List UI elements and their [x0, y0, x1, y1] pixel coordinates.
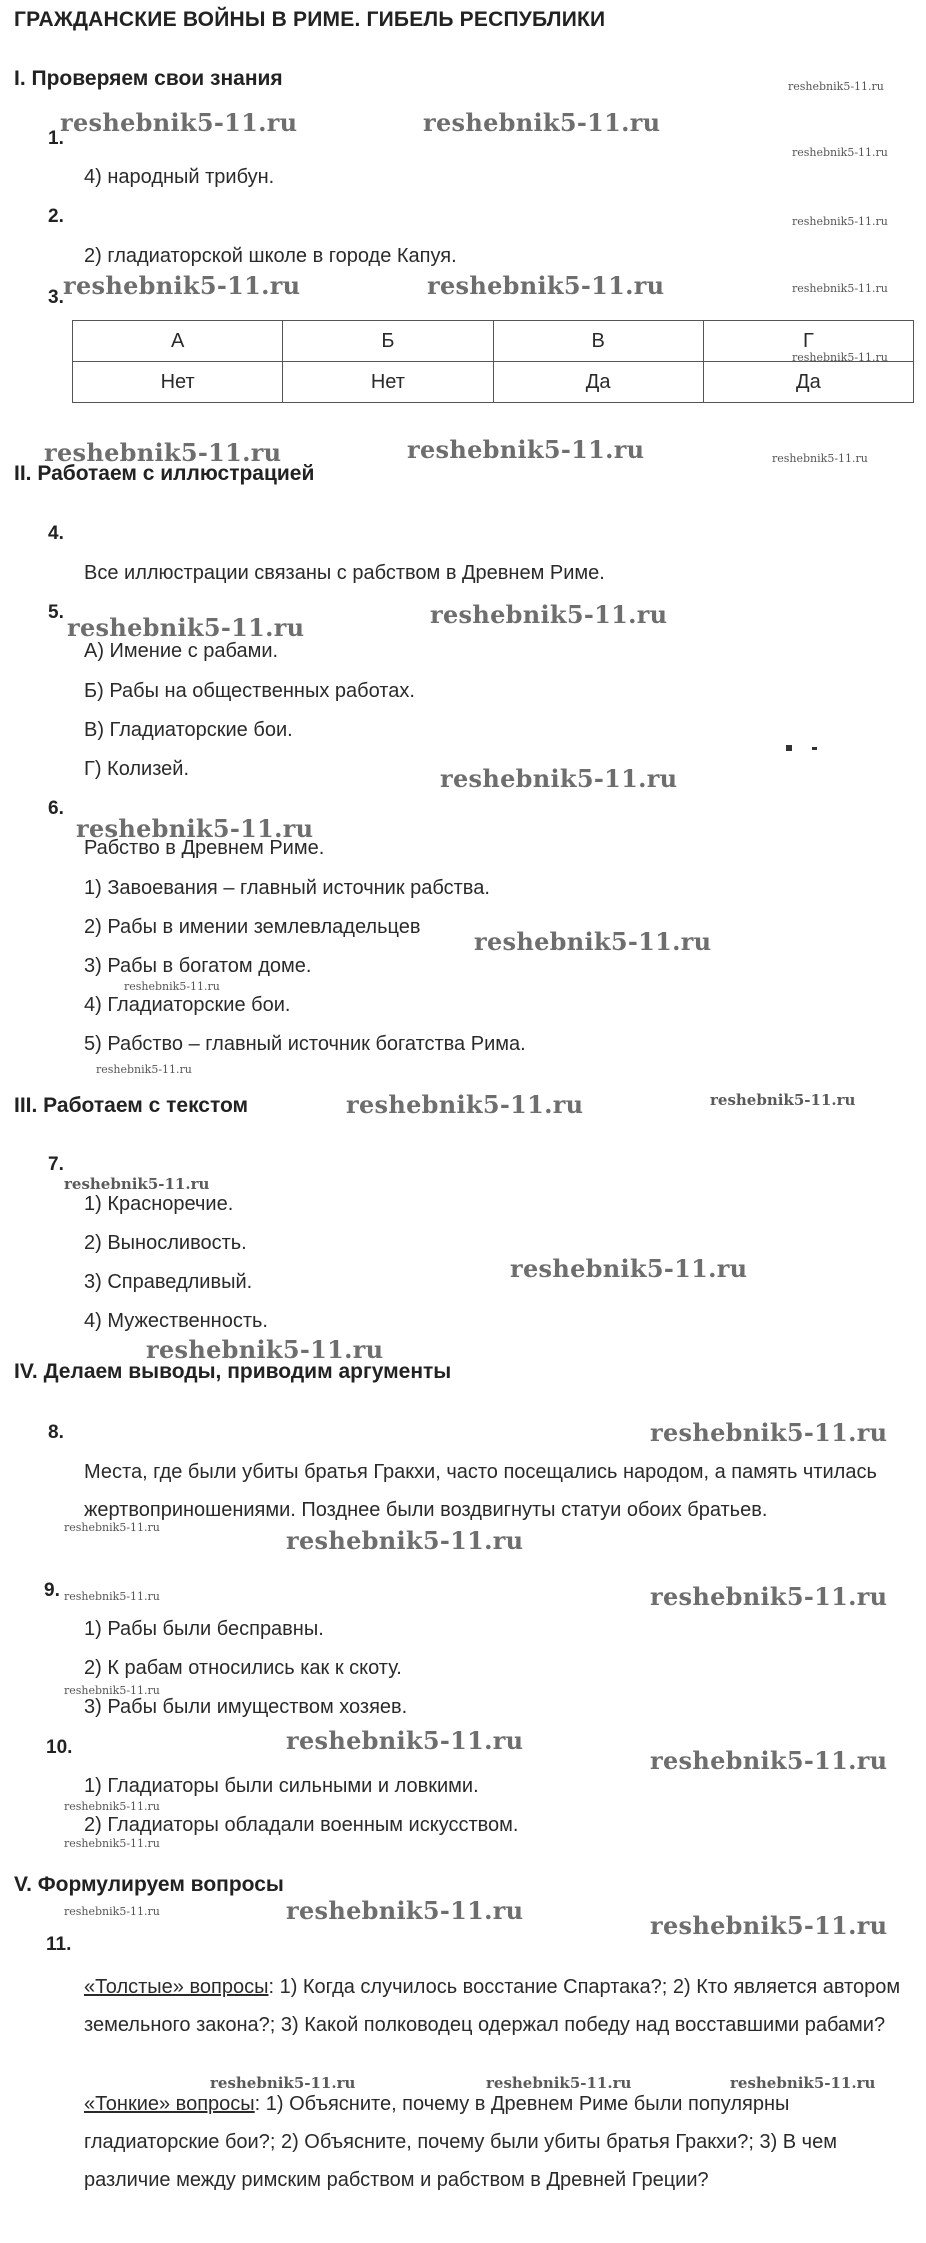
watermark-logo: reshebnik5-11.ru: [792, 146, 888, 159]
list-item: А) Имение с рабами.: [84, 640, 279, 662]
list-item: 1) Рабы были бесправны.: [84, 1618, 324, 1640]
watermark-logo: reshebnik5-11.ru: [124, 980, 220, 993]
list-item: 2) Гладиаторы обладали военным искусством.: [84, 1814, 519, 1836]
list-item: 1) Гладиаторы были сильными и ловкими.: [84, 1775, 479, 1797]
question-number-11: 11.: [46, 1934, 72, 1955]
question-number-2: 2.: [48, 206, 64, 227]
list-item: 3) Рабы в богатом доме.: [84, 955, 312, 977]
answer-1: 4) народный трибун.: [84, 166, 275, 188]
section-heading-5: V. Формулируем вопросы: [14, 1873, 284, 1896]
list-item: Г) Колизей.: [84, 758, 190, 780]
watermark-logo: reshebnik5-11.ru: [486, 2074, 632, 2092]
table-header-cell: Б: [283, 321, 493, 362]
table-cell: Нет: [283, 362, 493, 403]
list-item: 2) Выносливость.: [84, 1232, 247, 1254]
watermark-logo: reshebnik5-11.ru: [146, 1335, 384, 1364]
watermark-logo: reshebnik5-11.ru: [423, 108, 661, 137]
question-number-4: 4.: [48, 523, 64, 544]
answer-11-thin: [84, 2085, 914, 2199]
watermark-logo: reshebnik5-11.ru: [96, 1063, 192, 1076]
watermark-logo: reshebnik5-11.ru: [67, 613, 305, 642]
list-item: 5) Рабство – главный источник богатства Рима.: [84, 1033, 526, 1055]
watermark-logo: reshebnik5-11.ru: [650, 1418, 888, 1447]
thin-questions-label: «Тонкие» вопросы: [84, 2093, 255, 2115]
stray-mark: [812, 747, 817, 750]
watermark-logo: reshebnik5-11.ru: [60, 108, 298, 137]
question-number-6: 6.: [48, 798, 64, 819]
question-number-5: 5.: [48, 602, 64, 623]
question-number-3: 3.: [48, 287, 64, 308]
list-item: 4) Мужественность.: [84, 1310, 268, 1332]
page-title: ГРАЖДАНСКИЕ ВОЙНЫ В РИМЕ. ГИБЕЛЬ РЕСПУБЛИКИ: [14, 8, 606, 31]
question-number-10: 10.: [46, 1737, 73, 1758]
watermark-logo: reshebnik5-11.ru: [346, 1090, 584, 1119]
answer-table: [72, 320, 914, 403]
answer-11-thick: [84, 1968, 914, 2044]
watermark-logo: reshebnik5-11.ru: [510, 1254, 748, 1283]
thin-questions-text: : 1) Объясните, почему в Древнем Риме были популярны гладиаторские бои?; 2) Объясните, почему были убиты братья Гракхи?; 3) В чем различие между римским рабством и рабством в Древней Греции?: [84, 2093, 837, 2191]
list-item: 3) Рабы были имуществом хозяев.: [84, 1696, 408, 1718]
answer-4: Все иллюстрации связаны с рабством в Древнем Риме.: [84, 562, 605, 584]
watermark-logo: reshebnik5-11.ru: [772, 452, 868, 465]
watermark-logo: reshebnik5-11.ru: [64, 1800, 160, 1813]
watermark-logo: reshebnik5-11.ru: [76, 814, 314, 843]
watermark-logo: reshebnik5-11.ru: [286, 1896, 524, 1925]
watermark-logo: reshebnik5-11.ru: [64, 1175, 210, 1193]
watermark-logo: reshebnik5-11.ru: [286, 1726, 524, 1755]
list-item: 2) К рабам относились как к скоту.: [84, 1657, 402, 1679]
question-number-7: 7.: [48, 1154, 64, 1175]
watermark-logo: reshebnik5-11.ru: [407, 435, 645, 464]
watermark-logo: reshebnik5-11.ru: [427, 271, 665, 300]
list-item: 2) Рабы в имении землевладельцев: [84, 916, 421, 938]
answer-6-intro: Рабство в Древнем Риме.: [84, 837, 325, 859]
table-header-cell: А: [73, 321, 283, 362]
watermark-logo: reshebnik5-11.ru: [286, 1526, 524, 1555]
watermark-logo: reshebnik5-11.ru: [63, 271, 301, 300]
list-item: 1) Завоевания – главный источник рабства.: [84, 877, 490, 899]
watermark-logo: reshebnik5-11.ru: [650, 1746, 888, 1775]
table-cell: Да: [703, 362, 913, 403]
watermark-logo: reshebnik5-11.ru: [650, 1582, 888, 1611]
watermark-logo: reshebnik5-11.ru: [792, 282, 888, 295]
question-number-9: 9.: [44, 1580, 60, 1601]
section-heading-1: I. Проверяем свои знания: [14, 67, 283, 90]
question-number-8: 8.: [48, 1422, 64, 1443]
watermark-logo: reshebnik5-11.ru: [64, 1521, 160, 1534]
section-heading-3: III. Работаем с текстом: [14, 1094, 249, 1117]
section-heading-4: IV. Делаем выводы, приводим аргументы: [14, 1360, 452, 1383]
stray-mark: [786, 745, 792, 751]
list-item: 3) Справедливый.: [84, 1271, 253, 1293]
table-header-row: [73, 321, 914, 362]
table-cell: Нет: [73, 362, 283, 403]
watermark-logo: reshebnik5-11.ru: [650, 1911, 888, 1940]
watermark-logo: reshebnik5-11.ru: [64, 1590, 160, 1603]
list-item: В) Гладиаторские бои.: [84, 719, 293, 741]
watermark-logo: reshebnik5-11.ru: [710, 1091, 856, 1109]
list-item: Б) Рабы на общественных работах.: [84, 680, 415, 702]
watermark-logo: reshebnik5-11.ru: [64, 1684, 160, 1697]
watermark-logo: reshebnik5-11.ru: [792, 351, 888, 364]
thick-questions-text: : 1) Когда случилось восстание Спартака?; 2) Кто является автором земельного закона?; 3) Какой полководец одержал победу над восставшими рабами?: [84, 1976, 901, 2036]
watermark-logo: reshebnik5-11.ru: [730, 2074, 876, 2092]
list-item: 4) Гладиаторские бои.: [84, 994, 291, 1016]
table-cell: Да: [493, 362, 703, 403]
watermark-logo: reshebnik5-11.ru: [64, 1837, 160, 1850]
watermark-logo: reshebnik5-11.ru: [440, 764, 678, 793]
watermark-logo: reshebnik5-11.ru: [210, 2074, 356, 2092]
watermark-logo: reshebnik5-11.ru: [64, 1905, 160, 1918]
table-header-cell: В: [493, 321, 703, 362]
table-header-cell: Г: [703, 321, 913, 362]
list-item: 1) Красноречие.: [84, 1193, 234, 1215]
question-number-1: 1.: [48, 128, 64, 149]
table-row: [73, 362, 914, 403]
watermark-logo: reshebnik5-11.ru: [788, 80, 884, 93]
watermark-logo: reshebnik5-11.ru: [44, 438, 282, 467]
watermark-logo: reshebnik5-11.ru: [430, 600, 668, 629]
answer-2: 2) гладиаторской школе в городе Капуя.: [84, 245, 457, 267]
watermark-logo: reshebnik5-11.ru: [792, 215, 888, 228]
watermark-logo: reshebnik5-11.ru: [474, 927, 712, 956]
thick-questions-label: «Толстые» вопросы: [84, 1976, 269, 1998]
section-heading-2: II. Работаем с иллюстрацией: [14, 462, 315, 485]
answer-8: Места, где были убиты братья Гракхи, часто посещались народом, а память чтилась жертвоприношениями. Позднее были воздвигнуты статуи обоих братьев.: [84, 1461, 877, 1521]
